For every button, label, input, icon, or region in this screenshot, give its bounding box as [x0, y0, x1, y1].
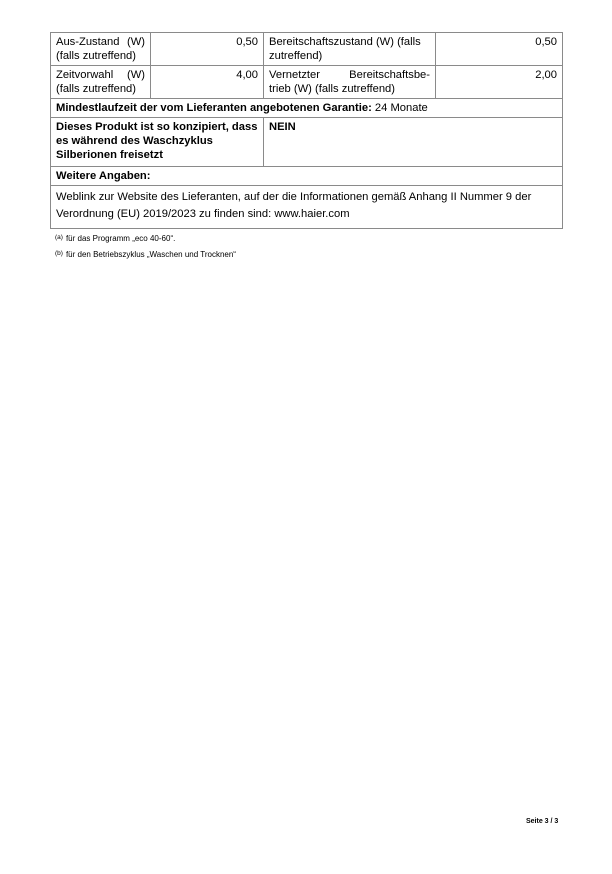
off-mode-condition: (falls zutreffend)	[56, 50, 137, 62]
silver-ion-value: NEIN	[264, 118, 563, 167]
standby-value: 0,50	[436, 33, 563, 66]
table-row	[51, 186, 563, 229]
footnote-mark: (a)	[55, 234, 63, 241]
table-row	[51, 33, 563, 66]
delay-start-value: 4,00	[151, 66, 264, 99]
off-mode-value: 0,50	[151, 33, 264, 66]
table-row	[51, 167, 563, 186]
footnote-mark: (b)	[55, 250, 63, 257]
footnote-text: für den Betriebszyklus „Waschen und Trocknen“	[65, 250, 236, 259]
delay-start-label: Zeitvorwahl	[56, 69, 114, 81]
delay-start-condition: (falls zutreffend)	[56, 83, 137, 95]
off-mode-label: Aus-Zustand	[56, 36, 120, 48]
networked-standby-word1: Vernetzter	[269, 69, 320, 81]
table-row	[51, 118, 563, 167]
warranty-value: 24 Monate	[374, 102, 428, 114]
standby-label-line1: Bereitschaftszustand (W) (falls	[269, 36, 421, 48]
networked-standby-label-cell	[264, 66, 436, 99]
networked-standby-word2: Bereitschaftsbe-	[349, 69, 430, 81]
energy-spec-table	[50, 32, 563, 229]
networked-standby-line2: trieb (W) (falls zutreffend)	[269, 83, 395, 95]
table-row	[51, 99, 563, 118]
footnote-text: für das Programm „eco 40-60“.	[65, 234, 176, 243]
silver-ion-label: Dieses Produkt ist so konzipiert, dass es während des Waschzyklus Silberionen freisetzt	[51, 118, 264, 167]
off-mode-unit: (W)	[126, 36, 145, 48]
supplier-url-link[interactable]: www.haier.com	[274, 208, 350, 220]
weblink-cell	[51, 186, 563, 229]
further-info-heading: Weitere Angaben:	[51, 167, 563, 186]
off-mode-label-cell	[51, 33, 151, 66]
warranty-label: Mindestlaufzeit der vom Lieferanten angebotenen Garantie:	[56, 102, 372, 114]
standby-label-cell	[264, 33, 436, 66]
page-number: Seite 3 / 3	[526, 818, 559, 825]
warranty-cell	[51, 99, 563, 118]
delay-start-unit: (W)	[126, 69, 145, 81]
footnotes	[55, 233, 236, 265]
weblink-text: Weblink zur Website des Lieferanten, auf der die Informationen gemäß Anhang II Nummer 9 der Verordnung (EU) 2019/2023 zu finden sind:	[56, 191, 532, 220]
footnote	[55, 233, 236, 244]
networked-standby-value: 2,00	[436, 66, 563, 99]
standby-label-line2: zutreffend)	[269, 50, 323, 62]
table-row	[51, 66, 563, 99]
footnote	[55, 249, 236, 260]
delay-start-label-cell	[51, 66, 151, 99]
